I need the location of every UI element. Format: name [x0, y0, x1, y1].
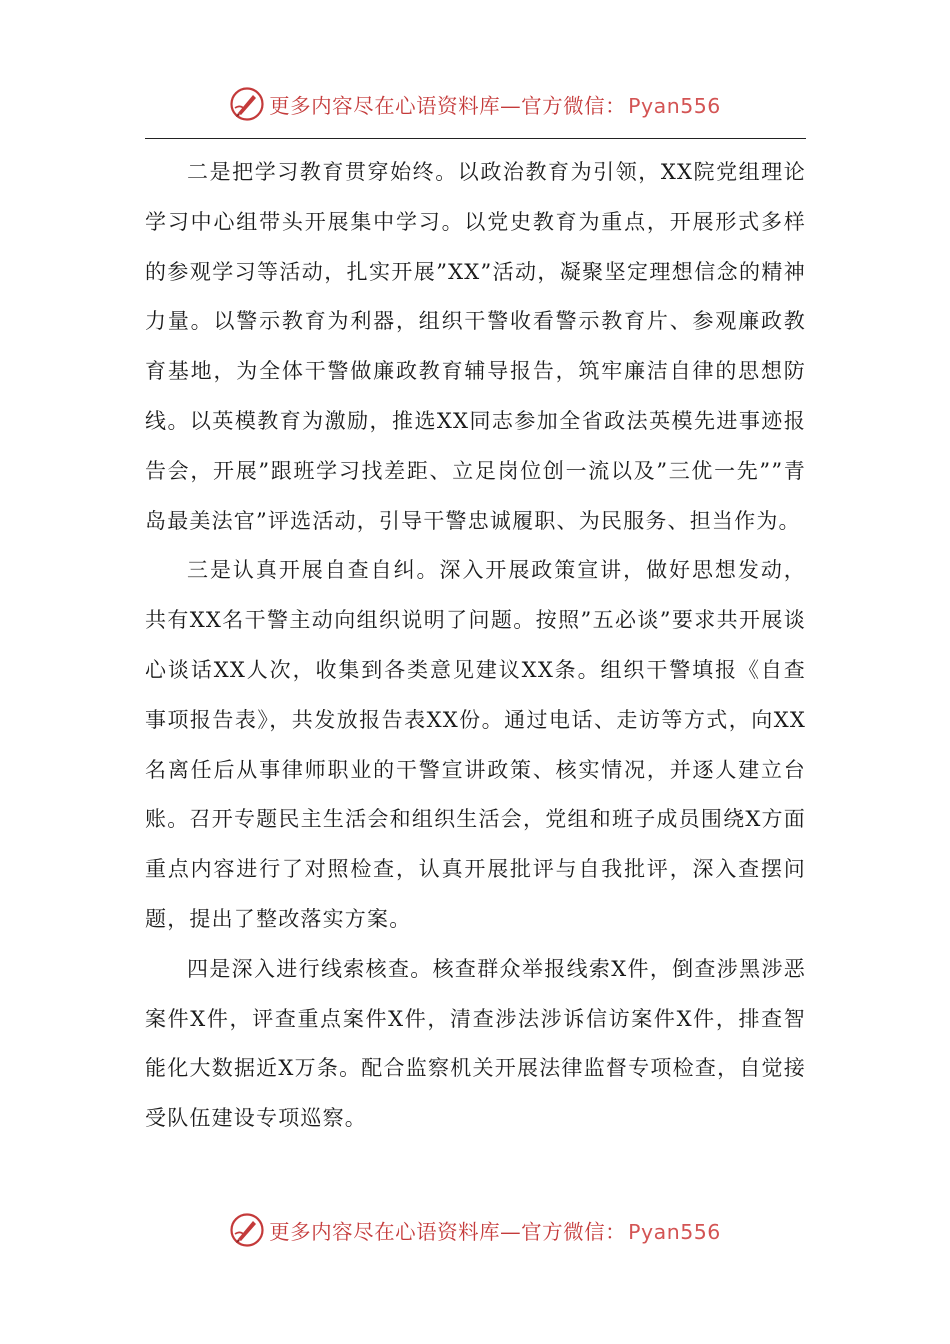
paragraph-self-inspection: 三是认真开展自查自纠。深入开展政策宣讲，做好思想发动，共有XX名干警主动向组织说明了问题。按照”五必谈”要求共开展谈心谈话XX人次，收集到各类意见建议XX条。组织干警填报《自查事项报告表》，共发放报告表XX份。通过电话、走访等方式，向XX名离任后从事律师职业的干警宣讲政策、核实情况，并逐人建立台账。召开专题民主生活会和组织生活会，党组和班子成员围绕X方面重点内容进行了对照检查，认真开展批评与自我批评，深入查摆问题，提出了整改落实方案。: [145, 558, 806, 931]
footer-banner-label: 更多内容尽在心语资料库—官方微信：: [269, 1220, 627, 1244]
footer-banner-content: [229, 1212, 721, 1248]
pen-brush-logo-icon: [229, 86, 265, 122]
footer-banner: [0, 1208, 950, 1252]
document-body: [145, 148, 806, 1144]
paragraph-clue-verification: 四是深入进行线索核查。核查群众举报线索X件，倒查涉黑涉恶案件X件，评查重点案件X件，清查涉法涉诉信访案件X件，排查智能化大数据近X万条。配合监察机关开展法律监督专项检查，自觉接受队伍建设专项巡察。: [145, 956, 806, 1131]
footer-wechat-id: Pyan556: [628, 1220, 721, 1244]
footer-banner-text: [269, 1215, 721, 1245]
header-wechat-id: Pyan556: [628, 94, 721, 118]
header-banner: [0, 82, 950, 126]
header-divider: [145, 138, 806, 139]
header-banner-label: 更多内容尽在心语资料库—官方微信：: [269, 94, 627, 118]
pen-brush-logo-icon: [229, 1212, 265, 1248]
header-banner-text: [269, 89, 721, 119]
header-banner-content: [229, 86, 721, 122]
paragraph-study-education: 二是把学习教育贯穿始终。以政治教育为引领，XX院党组理论学习中心组带头开展集中学习。以党史教育为重点，开展形式多样的参观学习等活动，扎实开展”XX”活动，凝聚坚定理想信念的精神力量。以警示教育为利器，组织干警收看警示教育片、参观廉政教育基地，为全体干警做廉政教育辅导报告，筑牢廉洁自律的思想防线。以英模教育为激励，推选XX同志参加全省政法英模先进事迹报告会，开展”跟班学习找差距、立足岗位创一流以及”三优一先””青岛最美法官”评选活动，引导干警忠诚履职、为民服务、担当作为。: [145, 160, 806, 533]
